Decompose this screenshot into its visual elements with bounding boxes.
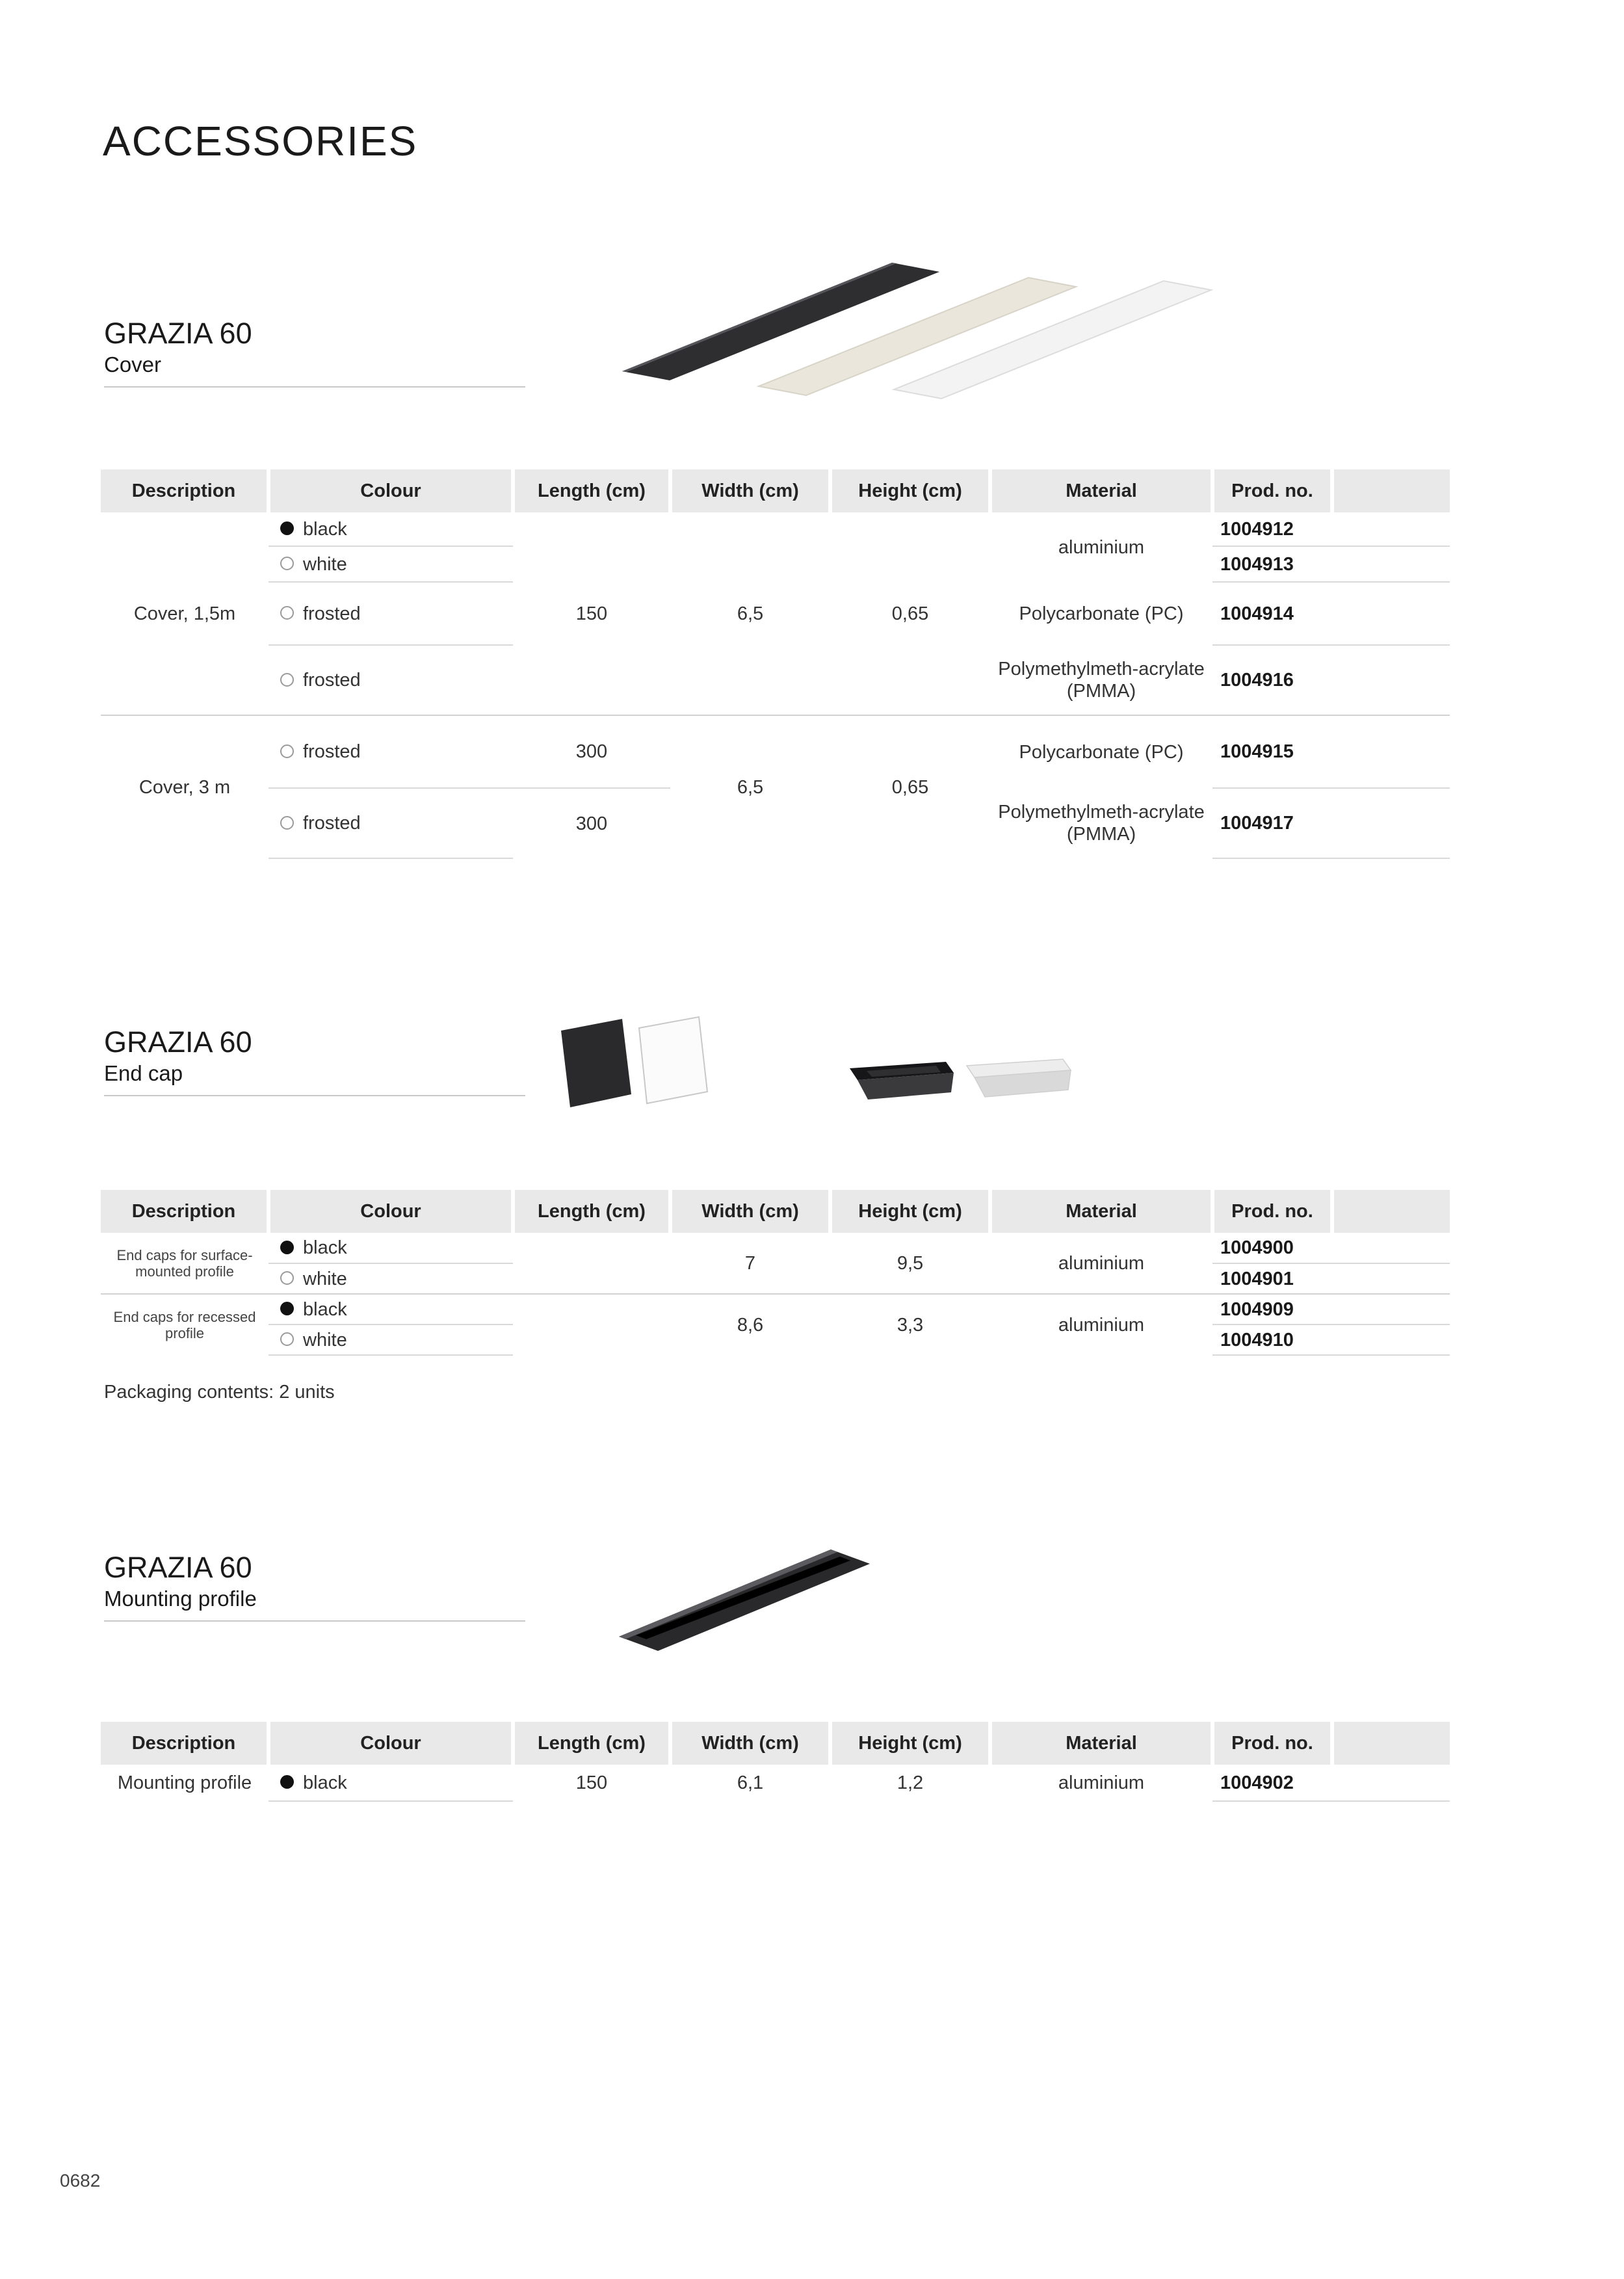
blank-cell: [1332, 1324, 1450, 1355]
width-cell: 7: [744, 1252, 756, 1274]
length-cell: [513, 1233, 670, 1294]
blank-cell: [1332, 788, 1450, 858]
col-header-colour: Colour: [268, 1722, 513, 1765]
end-cap-product-image: [556, 1011, 1082, 1125]
col-header-prod-no: Prod. no.: [1212, 469, 1332, 512]
description-cell: End caps for surface-mounted profile: [116, 1246, 253, 1280]
colour-cell: [268, 1263, 513, 1294]
mounting-profile-product-image: [611, 1531, 891, 1661]
width-cell: 6,5: [670, 715, 830, 858]
section-heading-cover: [104, 317, 525, 388]
col-header-blank: [1332, 1190, 1450, 1233]
blank-cell: [1332, 546, 1450, 582]
col-header-height: Height (cm): [830, 1722, 990, 1765]
col-header-blank: [1332, 469, 1450, 512]
table-row: [101, 1294, 1450, 1324]
radio-empty-icon: [280, 744, 294, 758]
blank-cell: [1332, 1765, 1450, 1801]
material-cell: aluminium: [990, 1294, 1212, 1355]
table-row: [101, 1233, 1450, 1263]
colour-label: frosted: [303, 741, 361, 762]
length-cell: 300: [513, 715, 670, 788]
radio-empty-icon: [280, 557, 294, 570]
table-row: [101, 1765, 1450, 1801]
radio-filled-icon: [280, 521, 294, 535]
length-cell: [513, 1294, 670, 1355]
radio-filled-icon: [280, 1775, 294, 1789]
radio-empty-icon: [280, 673, 294, 687]
length-cell: 150: [575, 603, 608, 624]
col-header-width: Width (cm): [670, 1190, 830, 1233]
radio-filled-icon: [280, 1241, 294, 1254]
col-header-height: Height (cm): [830, 469, 990, 512]
col-header-length: Length (cm): [513, 1722, 670, 1765]
width-cell: 6,5: [737, 603, 764, 624]
col-header-material: Material: [990, 1722, 1212, 1765]
radio-empty-icon: [280, 816, 294, 830]
prod-no-cell: 1004917: [1212, 788, 1332, 858]
colour-cell: [268, 1233, 513, 1263]
description-cell: End caps for recessed profile: [101, 1294, 268, 1355]
col-header-description: Description: [101, 1190, 268, 1233]
col-header-description: Description: [101, 1722, 268, 1765]
end-cap-spec-table: [101, 1190, 1450, 1356]
series-name: GRAZIA 60: [104, 1551, 252, 1584]
prod-no-cell: 1004912: [1212, 512, 1332, 546]
height-cell: 3,3: [830, 1294, 990, 1355]
col-header-width: Width (cm): [670, 469, 830, 512]
table-row: [101, 512, 1450, 546]
series-name: GRAZIA 60: [104, 1025, 252, 1059]
table-header-row: [101, 469, 1450, 512]
height-cell: 9,5: [897, 1252, 924, 1274]
page-title: ACCESSORIES: [103, 118, 418, 165]
colour-label: white: [303, 1268, 347, 1289]
colour-label: black: [303, 518, 347, 540]
blank-cell: [1332, 512, 1450, 546]
colour-cell: [268, 1294, 513, 1324]
material-cell: aluminium: [1058, 1772, 1145, 1793]
description-cell: Cover, 3 m: [101, 715, 268, 858]
prod-no-cell: 1004916: [1220, 670, 1294, 691]
col-header-width: Width (cm): [670, 1722, 830, 1765]
colour-cell: [268, 788, 513, 858]
colour-label: frosted: [303, 813, 361, 834]
section-subtitle: Cover: [104, 352, 162, 376]
table-header-row: [101, 1190, 1450, 1233]
prod-no-cell: 1004909: [1212, 1294, 1332, 1324]
length-cell: 150: [575, 1772, 608, 1793]
colour-cell: [268, 645, 513, 715]
description-cell: Cover, 1,5m: [133, 603, 236, 624]
colour-label: black: [303, 1772, 347, 1793]
table-row: [101, 715, 1450, 788]
col-header-colour: Colour: [268, 1190, 513, 1233]
blank-cell: [1332, 1294, 1450, 1324]
height-cell: 0,65: [830, 715, 990, 858]
prod-no-cell: 1004910: [1212, 1324, 1332, 1355]
length-cell: 300: [575, 813, 608, 834]
colour-cell: [268, 512, 513, 546]
section-heading-mounting-profile: [104, 1551, 525, 1622]
col-header-blank: [1332, 1722, 1450, 1765]
prod-no-cell: 1004913: [1212, 546, 1332, 582]
col-header-height: Height (cm): [830, 1190, 990, 1233]
col-header-length: Length (cm): [513, 469, 670, 512]
col-header-material: Material: [990, 1190, 1212, 1233]
section-subtitle: End cap: [104, 1061, 183, 1085]
col-header-colour: Colour: [268, 469, 513, 512]
colour-cell: [268, 715, 513, 788]
radio-empty-icon: [280, 1271, 294, 1285]
cover-spec-table: [101, 469, 1450, 859]
blank-cell: [1332, 1233, 1450, 1263]
material-cell: Polymethylmeth-acrylate (PMMA): [998, 658, 1205, 702]
colour-cell: [268, 582, 513, 645]
radio-filled-icon: [280, 1302, 294, 1315]
colour-label: frosted: [303, 603, 361, 624]
prod-no-cell: 1004902: [1212, 1765, 1332, 1801]
material-cell: Polymethylmeth-acrylate (PMMA): [998, 802, 1205, 845]
prod-no-cell: 1004914: [1212, 582, 1332, 645]
blank-cell: [1332, 582, 1450, 645]
material-cell: Polycarbonate (PC): [1019, 603, 1184, 624]
blank-cell: [1332, 1263, 1450, 1294]
cover-product-image: [614, 244, 1219, 403]
material-cell: Polycarbonate (PC): [990, 715, 1212, 788]
material-cell: aluminium: [1058, 536, 1145, 558]
description-cell: Mounting profile: [117, 1772, 252, 1793]
height-cell: 1,2: [897, 1772, 924, 1793]
col-header-prod-no: Prod. no.: [1212, 1722, 1332, 1765]
colour-label: black: [303, 1298, 347, 1320]
series-name: GRAZIA 60: [104, 317, 252, 350]
width-cell: 6,1: [737, 1772, 764, 1793]
blank-cell: [1332, 715, 1450, 788]
radio-empty-icon: [280, 1332, 294, 1346]
page-number: 0682: [60, 2170, 101, 2191]
colour-cell: [268, 1324, 513, 1355]
colour-label: white: [303, 553, 347, 575]
prod-no-cell: 1004900: [1212, 1233, 1332, 1263]
material-cell: aluminium: [1058, 1252, 1145, 1274]
colour-label: white: [303, 1329, 347, 1350]
mounting-profile-spec-table: [101, 1722, 1450, 1802]
col-header-prod-no: Prod. no.: [1212, 1190, 1332, 1233]
section-subtitle: Mounting profile: [104, 1587, 257, 1611]
blank-cell: [1332, 645, 1450, 715]
colour-label: frosted: [303, 670, 361, 691]
prod-no-cell: 1004915: [1212, 715, 1332, 788]
prod-no-cell: 1004901: [1220, 1268, 1294, 1289]
radio-empty-icon: [280, 606, 294, 620]
col-header-length: Length (cm): [513, 1190, 670, 1233]
packaging-note: Packaging contents: 2 units: [104, 1382, 335, 1403]
colour-label: black: [303, 1237, 347, 1258]
table-header-row: [101, 1722, 1450, 1765]
colour-cell: [268, 1765, 513, 1801]
height-cell: 0,65: [891, 603, 929, 624]
width-cell: 8,6: [670, 1294, 830, 1355]
section-heading-end-cap: [104, 1026, 525, 1096]
col-header-material: Material: [990, 469, 1212, 512]
colour-cell: [268, 546, 513, 582]
col-header-description: Description: [101, 469, 268, 512]
